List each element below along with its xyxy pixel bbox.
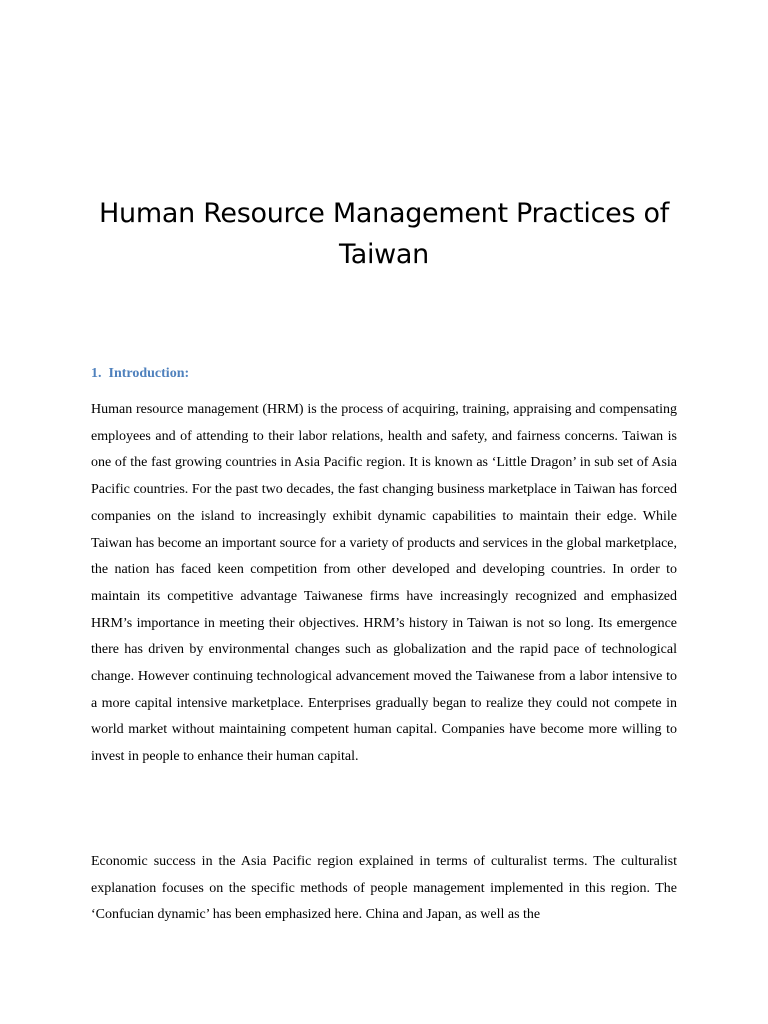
section-number: 1. (91, 366, 102, 381)
body-paragraph: Economic success in the Asia Pacific region explained in terms of culturalist terms. The culturalist explanation focuses on the specific methods of people management implemented in this region. The ‘Confucian dynamic’ has been emphasized here. China and Japan, as well as the (91, 854, 677, 923)
body-paragraph: Human resource management (HRM) is the process of acquiring, training, appraising and compensating employees and of attending to their labor relations, health and safety, and fairness concerns. Taiwan is one of the fast growing countries in Asia Pacific region. It is known as ‘Little Dragon’ in sub set of Asia Pacific countries. For the past two decades, the fast changing business marketplace in Taiwan has forced companies on the island to increasingly exhibit dynamic capabilities to maintain their edge. While Taiwan has become an important source for a variety of products and services in the global marketplace, the nation has faced keen competition from other developed and developing countries. In order to maintain its competitive advantage Taiwanese firms have increasingly recognized and emphasized HRM’s importance in meeting their objectives. HRM’s history in Taiwan is not so long. Its emergence there has driven by environmental changes such as globalization and the rapid pace of technological change. However continuing technological advancement moved the Taiwanese from a labor intensive to a more capital intensive marketplace. Enterprises gradually began to realize they could not compete in world market without maintaining competent human capital. Companies have become more willing to invest in people to enhance their human capital. (91, 402, 677, 765)
section-title: Introduction: (108, 366, 190, 381)
document-title: Human Resource Management Practices of Taiwan (99, 198, 669, 270)
section-heading (91, 366, 189, 382)
